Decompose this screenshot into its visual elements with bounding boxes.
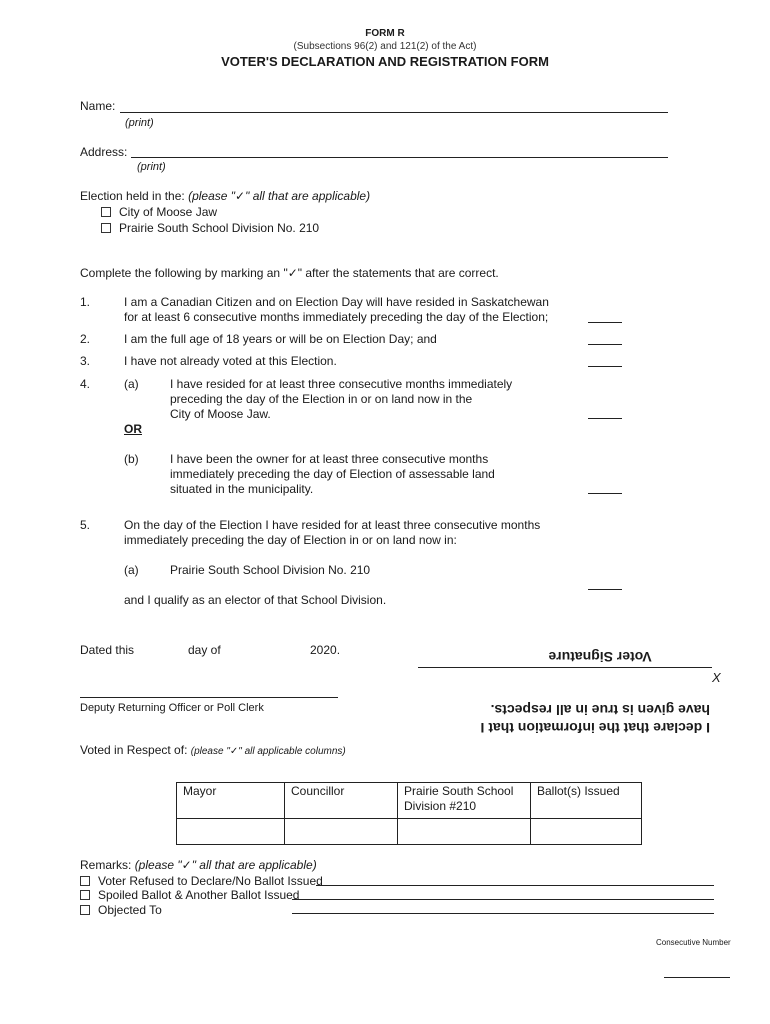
form-label: FORM R	[365, 28, 405, 39]
voted-in-respect-label: Voted in Respect of: (please "✓" all applicable columns)	[80, 743, 346, 757]
statement-2-check-line[interactable]	[588, 344, 622, 345]
statement-2-text: I am the full age of 18 years or will be on Election Day; and	[124, 332, 437, 346]
statement-4-or: OR	[124, 422, 142, 436]
consecutive-number-label: Consecutive Number	[656, 938, 731, 947]
statement-5a-text: Prairie South School Division No. 210	[170, 563, 371, 577]
statement-4a-line3: City of Moose Jaw.	[170, 407, 271, 421]
statement-4b-check-line[interactable]	[588, 493, 622, 494]
name-input-line[interactable]	[120, 112, 668, 113]
remarks-label: Remarks: (please "✓" all that are applicable)	[80, 858, 317, 872]
election-held-label: Election held in the: (please "✓" all that are applicable)	[80, 189, 371, 203]
name-label: Name:	[80, 99, 116, 113]
statement-4b-label: (b)	[124, 452, 139, 466]
statement-1-number: 1.	[80, 295, 91, 309]
checkbox-icon[interactable]	[101, 207, 111, 217]
cell-mayor[interactable]	[177, 819, 285, 845]
declaration-line-1: I declare that the information that I	[480, 720, 710, 736]
election-option-moose-jaw[interactable]: City of Moose Jaw	[101, 205, 217, 220]
statement-3-check-line[interactable]	[588, 366, 622, 367]
address-label: Address:	[80, 145, 128, 159]
dated-year: 2020.	[310, 643, 341, 657]
statement-5-line2: immediately preceding the day of Election in or on land now in:	[124, 533, 457, 547]
table-row	[177, 819, 642, 845]
column-header-councillor: Councillor	[285, 783, 398, 819]
statement-3-text: I have not already voted at this Election.	[124, 354, 337, 368]
column-header-ballots-issued: Ballot(s) Issued	[531, 783, 642, 819]
cell-ballots-issued[interactable]	[531, 819, 642, 845]
cell-councillor[interactable]	[285, 819, 398, 845]
name-print-hint: (print)	[125, 117, 154, 129]
form-subsections: (Subsections 96(2) and 121(2) of the Act)	[293, 41, 477, 52]
remark-item-objected[interactable]: Objected To	[80, 903, 162, 918]
statement-2-number: 2.	[80, 332, 91, 346]
remark-spoiled-line[interactable]	[292, 899, 714, 900]
signature-x-mark: X	[712, 670, 721, 685]
table-header-row	[177, 783, 642, 819]
statement-5-line1: On the day of the Election I have resided for at least three consecutive months	[124, 518, 541, 532]
complete-instruction: Complete the following by marking an "✓" after the statements that are correct.	[80, 266, 499, 280]
statement-4b-line1: I have been the owner for at least three consecutive months	[170, 452, 489, 466]
statement-1-line1: I am a Canadian Citizen and on Election Day will have resided in Saskatchewan	[124, 295, 549, 309]
dated-prefix: Dated this	[80, 643, 135, 657]
voter-signature-label: Voter Signature	[548, 649, 652, 665]
statement-4b-line2: immediately preceding the day of Election of assessable land	[170, 467, 495, 481]
remarks-instruction: (please "✓" all that are applicable)	[134, 858, 317, 872]
statement-3-number: 3.	[80, 354, 91, 368]
election-option-school-division[interactable]: Prairie South School Division No. 210	[101, 221, 319, 236]
statement-1-line2: for at least 6 consecutive months immediately preceding the day of the Election;	[124, 310, 549, 324]
voter-signature-line[interactable]	[418, 667, 712, 668]
statement-4a-line2: preceding the day of the Election in or on land now in the	[170, 392, 473, 406]
statement-4-number: 4.	[80, 377, 91, 391]
deputy-label: Deputy Returning Officer or Poll Clerk	[80, 702, 264, 714]
declaration-line-2: have given is true in all respects.	[490, 702, 710, 718]
dated-day-of: day of	[188, 643, 221, 657]
checkbox-icon[interactable]	[80, 876, 90, 886]
statement-5-check-line[interactable]	[588, 589, 622, 590]
statement-4b-line3: situated in the municipality.	[170, 482, 314, 496]
statement-5-number: 5.	[80, 518, 91, 532]
remark-item-refused[interactable]: Voter Refused to Declare/No Ballot Issued	[80, 874, 323, 889]
form-title: VOTER'S DECLARATION AND REGISTRATION FORM	[221, 54, 549, 69]
column-header-school-division: Prairie South School Division #210	[398, 783, 531, 819]
address-print-hint: (print)	[137, 161, 166, 173]
voted-in-respect-instruction: (please "✓" all applicable columns)	[190, 746, 346, 757]
statement-1-check-line[interactable]	[588, 322, 622, 323]
statement-4a-check-line[interactable]	[588, 418, 622, 419]
remark-refused-line[interactable]	[316, 885, 714, 886]
deputy-signature-line[interactable]	[80, 697, 338, 698]
column-header-mayor: Mayor	[177, 783, 285, 819]
address-input-line[interactable]	[131, 157, 668, 158]
voted-columns-table	[176, 782, 642, 845]
statement-5-qualify: and I qualify as an elector of that School Division.	[124, 593, 387, 607]
declaration-block	[480, 701, 710, 737]
checkbox-icon[interactable]	[80, 905, 90, 915]
statement-5a-label: (a)	[124, 563, 139, 577]
cell-school-division[interactable]	[398, 819, 531, 845]
remark-item-spoiled[interactable]: Spoiled Ballot & Another Ballot Issued	[80, 888, 299, 903]
statement-4a-label: (a)	[124, 377, 139, 391]
election-instruction: (please "✓" all that are applicable)	[188, 189, 371, 203]
consecutive-number-line[interactable]	[664, 977, 730, 978]
statement-4a-line1: I have resided for at least three consecutive months immediately	[170, 377, 513, 391]
remark-objected-line[interactable]	[292, 913, 714, 914]
checkbox-icon[interactable]	[101, 223, 111, 233]
checkbox-icon[interactable]	[80, 890, 90, 900]
